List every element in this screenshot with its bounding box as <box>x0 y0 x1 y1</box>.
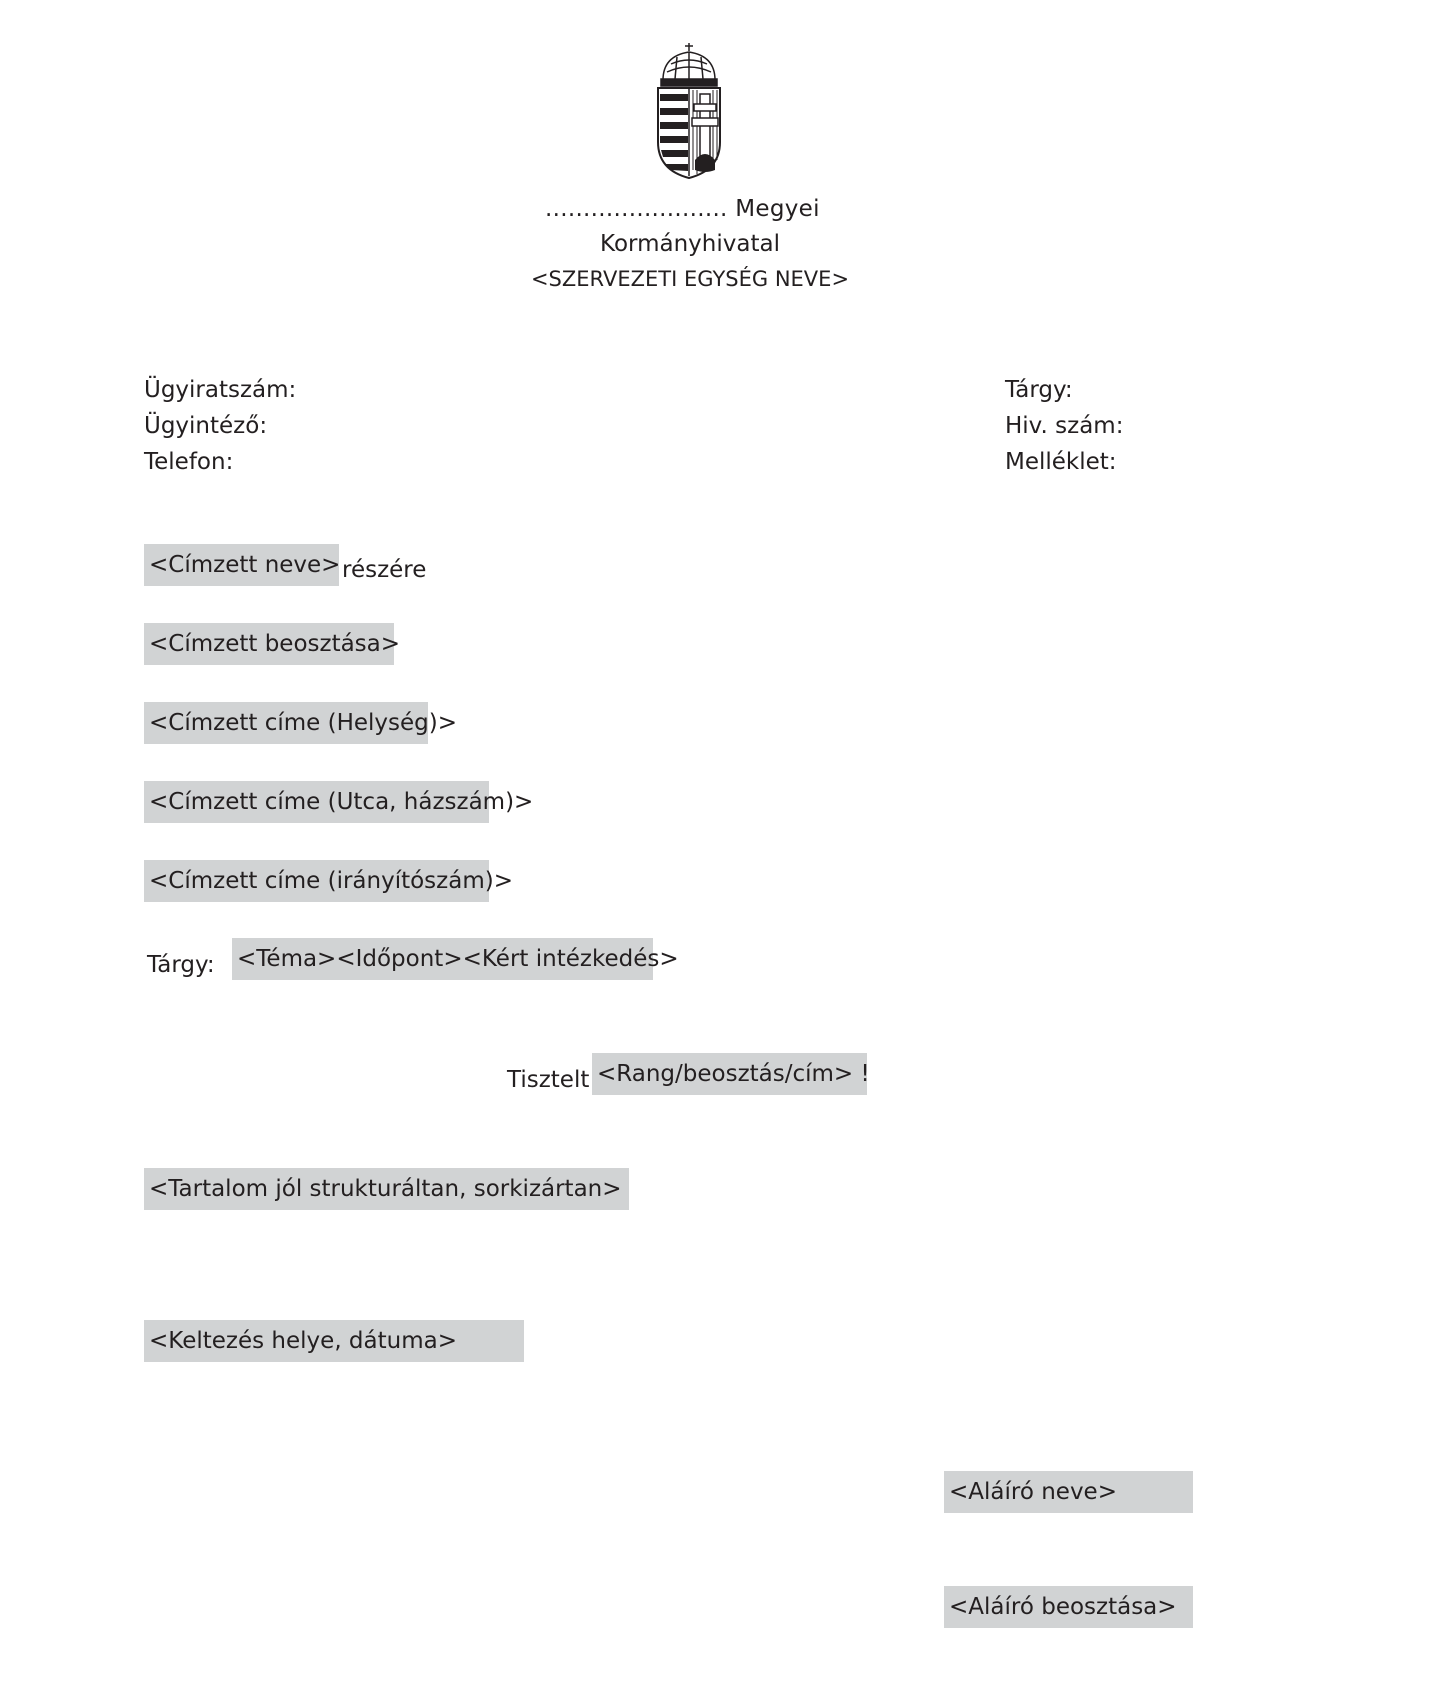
signer-position-field[interactable]: <Aláíró beosztása> <box>944 1586 1193 1628</box>
reference-number-label: Hiv. szám: <box>1005 413 1124 439</box>
office-name: Kormányhivatal <box>600 231 780 257</box>
file-number-label: Ügyiratszám: <box>144 377 297 403</box>
salutation-field[interactable]: <Rang/beosztás/cím> ! <box>592 1053 867 1095</box>
administrator-label: Ügyintéző: <box>144 413 268 439</box>
attachment-label: Melléklet: <box>1005 449 1117 475</box>
body-content-field[interactable]: <Tartalom jól strukturáltan, sorkizártan> <box>144 1168 629 1210</box>
subject-label: Tárgy: <box>1005 377 1073 403</box>
salutation-prefix: Tisztelt <box>507 1067 590 1093</box>
coat-of-arms-emblem <box>655 42 723 180</box>
subject-line-label: Tárgy: <box>147 952 215 978</box>
recipient-street-field[interactable]: <Címzett címe (Utca, házszám)> <box>144 781 489 823</box>
recipient-zip-field[interactable]: <Címzett címe (irányítószám)> <box>144 860 489 902</box>
recipient-for-label: részére <box>342 557 427 583</box>
signer-name-field[interactable]: <Aláíró neve> <box>944 1471 1193 1513</box>
phone-label: Telefon: <box>144 449 234 475</box>
organizational-unit-name: <SZERVEZETI EGYSÉG NEVE> <box>530 267 850 291</box>
subject-line-field[interactable]: <Téma><Időpont><Kért intézkedés> <box>232 938 653 980</box>
recipient-position-field[interactable]: <Címzett beosztása> <box>144 623 394 665</box>
recipient-city-field[interactable]: <Címzett címe (Helység)> <box>144 702 428 744</box>
recipient-name-field[interactable]: <Címzett neve> <box>144 544 339 586</box>
place-date-field[interactable]: <Keltezés helye, dátuma> <box>144 1320 524 1362</box>
county-office-line: ........................ Megyei <box>545 196 820 222</box>
